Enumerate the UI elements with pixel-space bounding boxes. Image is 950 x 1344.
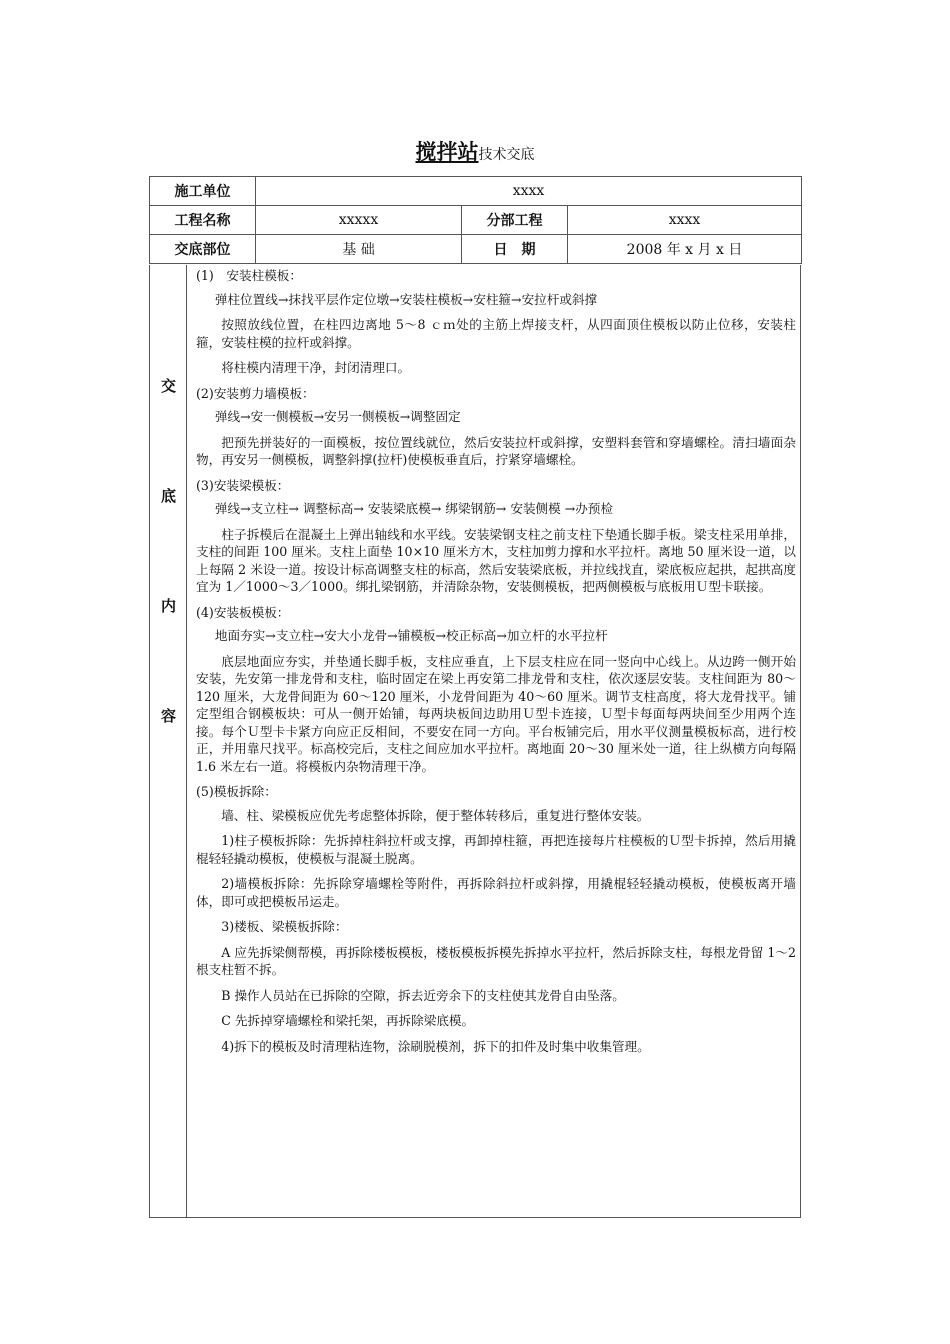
title-main: 搅拌站 xyxy=(415,140,479,164)
side-char: 内 xyxy=(160,597,176,615)
content-paragraph: 3)楼板、梁模板拆除： xyxy=(221,919,348,934)
content-section xyxy=(149,265,801,1218)
content-paragraph: 按照放线位置，在柱四边离地 5～8 ｃｍ处的主筋上焊接支杆，从四面顶住模板以防止位移，安装柱箍，安装柱模的拉杆或斜撑。 xyxy=(196,317,796,350)
content-body xyxy=(196,267,796,1063)
row-project xyxy=(150,206,802,235)
side-label xyxy=(150,265,187,1217)
content-paragraph: B 操作人员站在已拆除的空隙，拆去近旁余下的支柱使其龙骨自由坠落。 xyxy=(221,987,625,1003)
part-label: 交底部位 xyxy=(150,235,256,264)
document-title xyxy=(0,136,950,166)
side-char: 容 xyxy=(160,707,176,725)
content-paragraph: 墙、柱、梁模板应优先考虑整体拆除，便于整体转移后，重复进行整体安装。 xyxy=(221,807,650,823)
part-value: 基 础 xyxy=(256,235,462,264)
content-paragraph: 将柱模内清理干净，封闭清理口。 xyxy=(221,360,411,375)
content-paragraph: 弹柱位置线→抹找平层作定位墩→安装柱模板→安柱箍→安拉杆或斜撑 xyxy=(214,291,598,307)
info-table xyxy=(149,176,802,264)
side-char: 底 xyxy=(160,487,176,505)
content-paragraph: 弹线→支立柱→ 调整标高→ 安装梁底模→ 绑梁钢筋→ 安装侧模 →办预检 xyxy=(214,501,614,516)
row-part xyxy=(150,235,802,264)
side-char: 交 xyxy=(160,377,176,395)
sub-label: 分部工程 xyxy=(462,206,568,235)
title-suffix: 技术交底 xyxy=(478,147,535,163)
sub-value: xxxx xyxy=(568,206,802,235)
project-value: xxxxx xyxy=(256,206,462,235)
unit-value: xxxx xyxy=(256,177,802,206)
unit-label: 施工单位 xyxy=(150,177,256,206)
content-paragraph: A 应先拆梁侧帮模，再拆除楼板模板，楼板模板拆模先拆掉水平拉杆，然后拆除支柱，每根龙骨留 1～2 根支柱暂不拆。 xyxy=(196,944,796,977)
row-unit xyxy=(150,177,802,206)
content-paragraph: 柱子拆模后在混凝土上弹出轴线和水平线。安装梁钢支柱之前支柱下垫通长脚手板。梁支柱采用单排，支柱的间距 100 厘米。支柱上面垫 10×10 厘米方木，支柱加剪力撑和水平拉杆。离地 50 厘米设一道，以上每隔 2 米设一道。按设计标高调整支柱的标高，然后安装梁底板，并拉线找直，梁底板应起拱，起拱高度宜为 1／1000～3／1000。绑扎梁钢筋，并清除杂物，安装侧模板，把两侧模板与底板用Ｕ型卡联接。 xyxy=(196,526,796,594)
content-paragraph: C 先拆掉穿墙螺栓和梁托架，再拆除梁底模。 xyxy=(221,1013,475,1028)
content-paragraph: 把预先拼装好的一面模板，按位置线就位，然后安装拉杆或斜撑，安塑料套管和穿墙螺栓。清扫墙面杂物，再安另一侧模板，调整斜撑(拉杆)使模板垂直后，拧紧穿墙螺栓。 xyxy=(196,434,796,467)
content-paragraph: (1) 安装柱模板： xyxy=(196,268,302,283)
date-value: 2008 年 x 月 x 日 xyxy=(568,235,802,264)
project-label: 工程名称 xyxy=(150,206,256,235)
content-paragraph: (4)安装板模板： xyxy=(196,604,290,620)
content-paragraph: 底层地面应夯实，并垫通长脚手板，支柱应垂直，上下层支柱应在同一竖向中心线上。从边跨一侧开始安装，先安第一排龙骨和支柱，临时固定在梁上再安第二排龙骨和支柱，依次逐层安装。支柱间距为 80～120 厘米，大龙骨间距为 60～120 厘米，小龙骨间距为 40～60 厘米。调节支柱高度，将大龙骨找平。铺定型组合钢模板块：可从一侧开始铺，每两块板间边助用Ｕ型卡连接，Ｕ型卡每面每两块间至少用两个连接。每个Ｕ型卡卡紧方向应正反相间，不要安在同一方向。平台板铺完后，用水平仪测量模板标高，进行校正，并用靠尺找平。标高校完后，支柱之间应加水平拉杆。离地面 20～30 厘米处一道，往上纵横方向每隔 1.6 米左右一道。将模板内杂物清理干净。 xyxy=(196,653,796,774)
content-paragraph: (3)安装梁模板： xyxy=(196,477,290,493)
content-paragraph: (2)安装剪力墙模板： xyxy=(196,385,315,401)
content-paragraph: (5)模板拆除： xyxy=(196,784,277,799)
content-paragraph: 4)拆下的模板及时清理粘连物，涂刷脱模剂，拆下的扣件及时集中收集管理。 xyxy=(221,1038,650,1054)
content-paragraph: 地面夯实→支立柱→安大小龙骨→铺模板→校正标高→加立杆的水平拉杆 xyxy=(214,628,608,643)
content-paragraph: 1)柱子模板拆除：先拆掉柱斜拉杆或支撑，再卸掉柱箍，再把连接每片柱模板的Ｕ型卡拆掉，然后用撬棍轻轻撬动模板，使模板与混凝土脱离。 xyxy=(196,833,796,866)
content-paragraph: 弹线→安一侧模板→安另一侧模板→调整固定 xyxy=(214,409,461,424)
date-label: 日 期 xyxy=(462,235,568,264)
content-paragraph: 2)墙模板拆除：先拆除穿墙螺栓等附件，再拆除斜拉杆或斜撑，用撬棍轻轻撬动模板，使模板离开墙体，即可或把模板吊运走。 xyxy=(196,876,796,909)
